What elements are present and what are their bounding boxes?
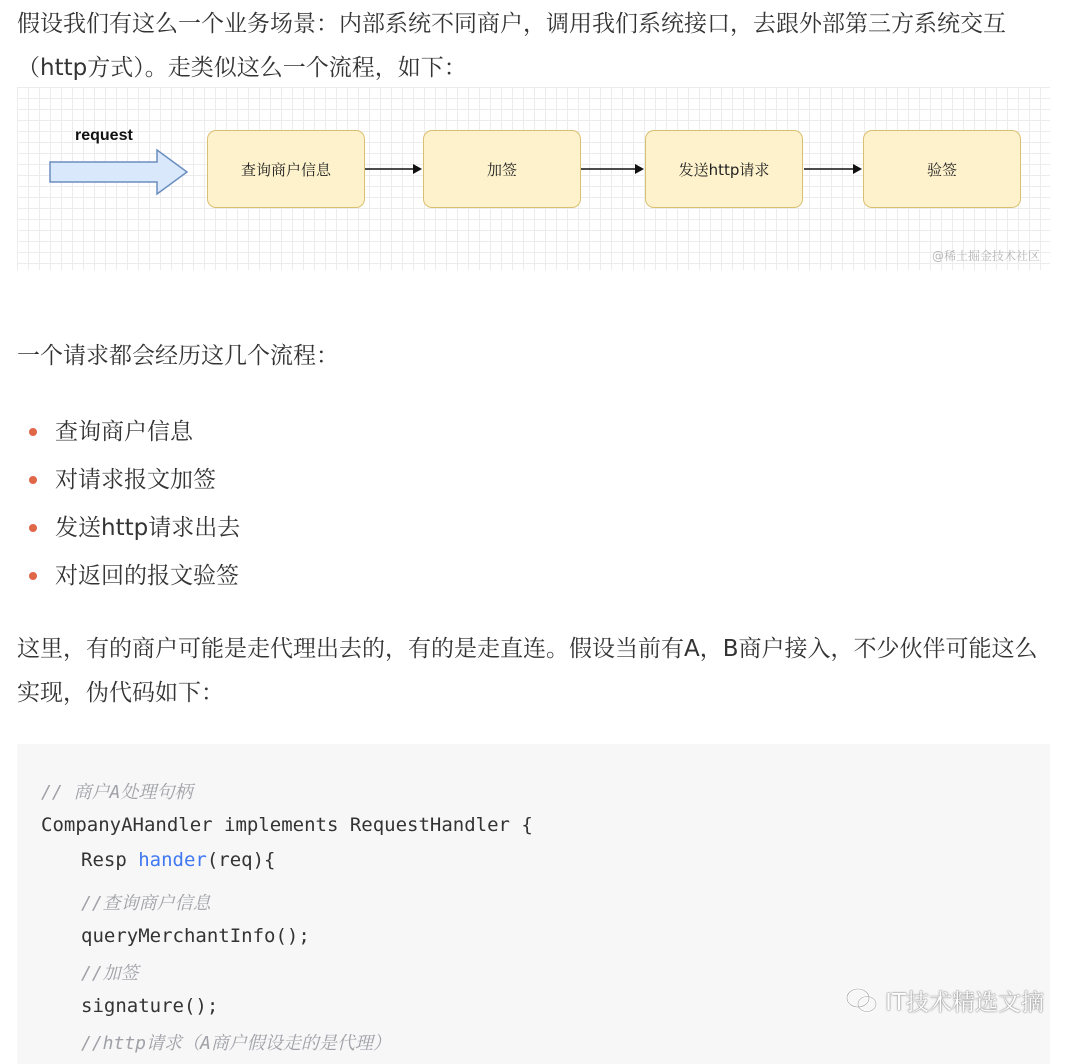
list-item: 对请求报文加签 xyxy=(0,456,240,504)
code-function-name: hander xyxy=(138,849,207,871)
flow-watermark: @稀土掘金技术社区 xyxy=(931,249,1040,263)
step-box-send: 发送http请求 xyxy=(645,130,803,208)
code-comment: //加签 xyxy=(81,963,139,984)
step-box-verify: 验签 xyxy=(863,130,1021,208)
list-item: 对返回的报文验签 xyxy=(0,552,240,600)
step-box-query: 查询商户信息 xyxy=(207,130,365,208)
flow-diagram xyxy=(17,87,1050,270)
request-arrow xyxy=(50,150,187,194)
brand-text: IT技术精选文摘 xyxy=(885,990,1044,1016)
code-line: Resp hander(req){ xyxy=(81,849,276,871)
bullet-icon xyxy=(29,524,37,532)
list-item: 查询商户信息 xyxy=(0,408,240,456)
bullet-icon xyxy=(29,476,37,484)
code-line: queryMerchantInfo(); xyxy=(81,925,310,947)
code-line: signature(); xyxy=(81,995,219,1017)
code-comment: //http请求（A商户假设走的是代理） xyxy=(81,1033,391,1054)
request-label: request xyxy=(75,127,133,144)
proxy-paragraph: 这里，有的商户可能是走代理出去的，有的是走直连。假设当前有A，B商户接入，不少伙伴可能这么实现，伪代码如下： xyxy=(17,636,1038,706)
steps-intro: 一个请求都会经历这几个流程： xyxy=(17,343,339,369)
bullet-icon xyxy=(29,428,37,436)
steps-list xyxy=(0,408,240,600)
code-line: CompanyAHandler implements RequestHandler { xyxy=(41,814,533,836)
step-box-sign: 加签 xyxy=(423,130,581,208)
code-comment: //查询商户信息 xyxy=(81,893,211,914)
list-item: 发送http请求出去 xyxy=(0,504,240,552)
code-comment: // 商户A处理句柄 xyxy=(41,782,193,803)
intro-paragraph: 假设我们有这么一个业务场景：内部系统不同商户，调用我们系统接口，去跟外部第三方系统交互（http方式）。走类似这么一个流程，如下： xyxy=(17,11,1006,81)
brand-watermark xyxy=(845,984,1044,1017)
wechat-icon xyxy=(845,987,879,1015)
bullet-icon xyxy=(29,572,37,580)
